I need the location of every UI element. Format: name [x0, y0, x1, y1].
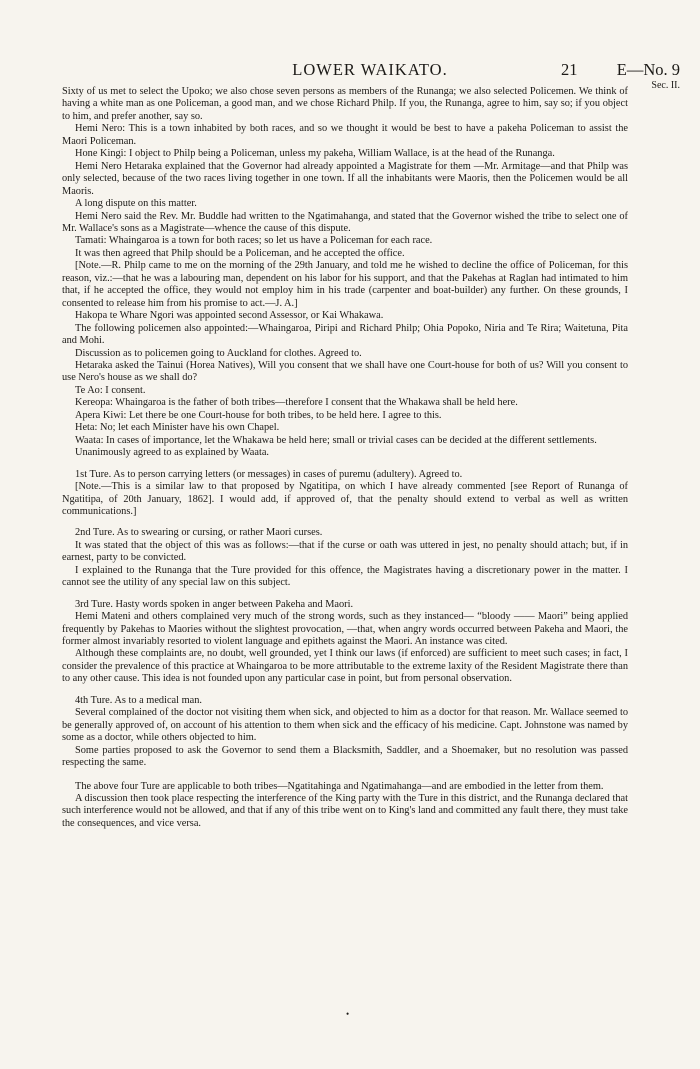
- page-number: 21: [561, 60, 578, 79]
- document-reference: E—No. 9: [616, 60, 680, 79]
- running-title: LOWER WAIKATO.: [292, 60, 448, 79]
- ture-heading: 2nd Ture. As to swearing or cursing, or rather Maori curses.: [75, 527, 323, 539]
- paragraph: It was then agreed that Philp should be a Policeman, and he accepted the office.: [75, 247, 405, 259]
- paragraph: The following policemen also appointed:—Whaingaroa, Piripi and Richard Philp; Ohia Popoko, Niria and Te Rira; Waitetuna, Pita and Mohi.: [62, 322, 628, 347]
- paragraph: Hemi Nero said the Rev. Mr. Buddle had written to the Ngatimahanga, and stated that the Governor wished the tribe to select one of Mr. Wallace's sons as a Magistrate—whence the cause of this dispute.: [62, 210, 628, 234]
- paragraph: Hemi Mateni and others complained very much of the strong words, such as they instanced— “bloody —— Maori” being applied frequently by Pakehas to Maories without the slightest provocation, —that, when angry words occurred between Pakeha and Maori, the former almost invariably resorted to violent language and epithets against the Maori. An instance was cited.: [62, 611, 628, 648]
- paragraph: A discussion then took place respecting the interference of the King party with the Ture in this district, and the Runanga declared that such interference would not be allowed, and that if any of this tribe went on to King's land and committed any fault there, they must take the consequences, and vice versa.: [62, 793, 628, 829]
- paragraph: It was stated that the object of this was as follows:—that if the curse or oath was uttered in jest, no penalty should attach; but, if in earnest, party to be convicted.: [62, 539, 628, 564]
- paragraph: I explained to the Runanga that the Ture provided for this offence, the Magistrates having a discretionary power in the matter. I cannot see the utility of any special law on this subject.: [62, 564, 628, 589]
- paragraph: Apera Kiwi: Let there be one Court-house for both tribes, to be held here. I agree to this.: [75, 409, 442, 421]
- paragraph: Discussion as to policemen going to Auckland for clothes. Agreed to.: [75, 347, 362, 359]
- paragraph: A long dispute on this matter.: [75, 198, 197, 210]
- paragraph: Unanimously agreed to as explained by Waata.: [75, 447, 270, 459]
- paragraph: Heta: No; let each Minister have his own Chapel.: [75, 422, 280, 434]
- paragraph: Te Ao: I consent.: [75, 384, 146, 396]
- paragraph: Although these complaints are, no doubt, well grounded, yet I think our laws (if enforced) are sufficient to meet such cases; in fact, I consider the prevalence of this practice at Whaingaroa to be more attributable to the extreme laxity of the Resident Magistrate there than to any other cause. This idea is not founded upon any particular case in point, but from personal observation.: [62, 648, 628, 685]
- paragraph: Hone Kingi: I object to Philp being a Policeman, unless my pakeha, William Wallace, is at the head of the Runanga.: [75, 148, 555, 160]
- footer-mark: •: [346, 1009, 350, 1019]
- ture-heading: 4th Ture. As to a medical man.: [75, 694, 202, 706]
- editor-note: [Note.—This is a similar law to that proposed by Ngatitipa, on which I have already commented [see Report of Runanga of Ngatitipa, of 20th January, 1862]. I would add, if approved of, that the penalty should extend to verbal as well as written communications.]: [62, 481, 628, 517]
- ture-heading: 3rd Ture. Hasty words spoken in anger between Pakeha and Maori.: [75, 598, 354, 610]
- paragraph: Several complained of the doctor not visiting them when sick, and objected to him as a doctor for that reason. Mr. Wallace seemed to be generally approved of, on account of his attention to them when sick and the efficacy of his medicine. Capt. Johnstone was named by some as a doctor, while others objected to him.: [62, 707, 628, 744]
- paragraph: Kereopa: Whaingaroa is the father of both tribes—therefore I consent that the Whakawa shall be held here.: [75, 397, 518, 409]
- paragraph: Waata: In cases of importance, let the Whakawa be held here; small or trivial cases can be decided at the different settlements.: [75, 434, 597, 446]
- paragraph: The above four Ture are applicable to both tribes—Ngatitahinga and Ngatimahanga—and are embodied in the letter from them.: [75, 780, 604, 792]
- paragraph: Tamati: Whaingaroa is a town for both races; so let us have a Policeman for each race.: [75, 235, 433, 247]
- paragraph: Hemi Nero: This is a town inhabited by both races, and so we thought it would be best to have a pakeha Policeman to assist the Maori Policeman.: [62, 123, 628, 147]
- paragraph: Hemi Nero Hetaraka explained that the Governor had already appointed a Magistrate for them —Mr. Armitage—and that Philp was only selected, because of the two races living together in one town. If all the inhabitants were Maoris, then the Policemen would be all Maoris.: [62, 160, 628, 197]
- section-label: Sec. II.: [651, 80, 680, 91]
- editor-note: [Note.—R. Philp came to me on the morning of the 29th January, and told me he wished to decline the office of Policeman, for this reason, viz.:—that he was a labouring man, dependent on his labor for his support, and that the Pakehas at Raglan had intimated to him that, if he accepted the office, they would not employ him in his trade (carpenter and boat-builder) any further. On these grounds, I consented to release him from his promise to act.—J. A.]: [62, 260, 628, 309]
- paragraph: Hakopa te Whare Ngori was appointed second Assessor, or Kai Whakawa.: [75, 310, 384, 322]
- paragraph: Sixty of us met to select the Upoko; we also chose seven persons as members of the Runanga; we also selected Policemen. We think of having a white man as one Policeman, a good man, and we chose Richard Philp. If you, the Runanga, agree to him, say so; if you object to him, and prefer another, say so.: [62, 86, 628, 122]
- paragraph: Hetaraka asked the Tainui (Horea Natives), Will you consent that we shall have one Court-house for both of us? Will you consent to use Nero's house as we shall do?: [62, 359, 628, 384]
- paragraph: Some parties proposed to ask the Governor to send them a Blacksmith, Saddler, and a Shoemaker, but no resolution was passed respecting the same.: [62, 744, 628, 769]
- ture-heading: 1st Ture. As to person carrying letters (or messages) in cases of puremu (adultery). Agreed to.: [75, 468, 463, 480]
- document-body: [62, 86, 628, 830]
